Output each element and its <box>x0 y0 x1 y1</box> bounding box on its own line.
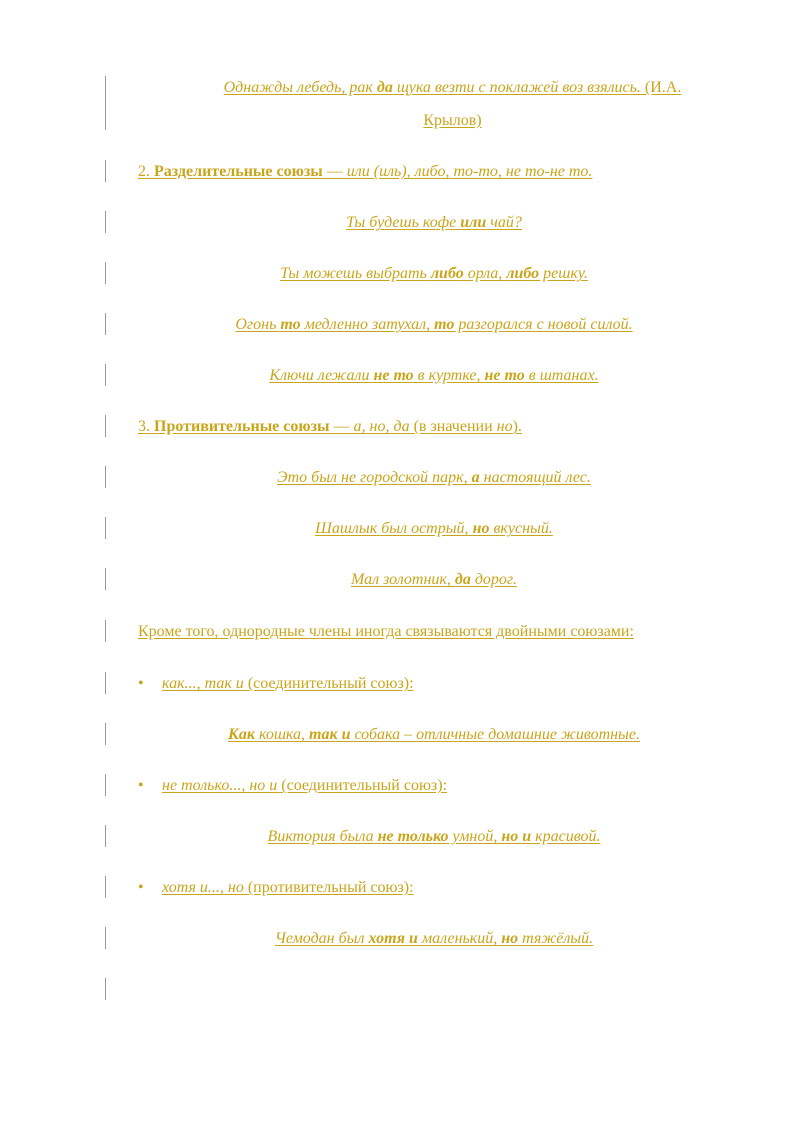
quote-line <box>160 78 745 98</box>
bullet-marker: • <box>138 675 144 692</box>
text-run: ). <box>512 418 522 435</box>
change-bar <box>105 211 106 233</box>
text-run: орла, <box>463 265 507 282</box>
text-run: как..., так и <box>162 675 244 692</box>
change-bar <box>105 517 106 539</box>
text-run: то <box>434 316 455 333</box>
text-run: не только <box>377 828 449 845</box>
text-run: Разделительные союзы <box>154 163 323 180</box>
quote-attribution <box>160 111 745 131</box>
text-run: хотя и <box>368 930 418 947</box>
change-bar <box>105 364 106 386</box>
example-line <box>138 570 730 590</box>
text-run: (соединительный союз): <box>277 777 448 794</box>
bullet-marker: • <box>138 777 144 794</box>
bullet-marker: • <box>138 879 144 896</box>
text-run: а <box>471 469 480 486</box>
text-run: Однажды лебедь, рак <box>223 79 377 96</box>
text-run: так и <box>309 726 351 743</box>
text-run: в штанах. <box>524 367 599 384</box>
list-item <box>138 776 730 796</box>
change-bar <box>105 313 106 335</box>
text-run: Виктория была <box>267 828 378 845</box>
text-run: либо <box>506 265 540 282</box>
text-run: — <box>322 163 347 180</box>
change-bar <box>105 774 106 796</box>
text-run: а, но, да <box>353 418 410 435</box>
paragraph-double-conjunctions <box>138 622 730 642</box>
example-line <box>138 366 730 386</box>
text-run: Это был не городской парк, <box>277 469 472 486</box>
text-run: Ключи лежали <box>269 367 374 384</box>
change-bar <box>105 568 106 590</box>
text-run: Чемодан был <box>274 930 369 947</box>
text-run: разгорался с новой силой. <box>454 316 633 333</box>
change-bar <box>105 927 106 949</box>
text-run: маленький, <box>417 930 502 947</box>
list-item <box>138 674 730 694</box>
example-line <box>138 725 730 745</box>
text-run: Огонь <box>235 316 281 333</box>
text-run: (соединительный союз): <box>243 675 414 692</box>
text-run: в куртке, <box>413 367 485 384</box>
text-run: щука везти с поклажей воз взялись. <box>392 79 641 96</box>
text-run: (И.А. <box>640 79 682 96</box>
text-run: но и <box>501 828 532 845</box>
list-item <box>138 878 730 898</box>
text-run: кошка, <box>254 726 310 743</box>
text-run: не то <box>373 367 414 384</box>
change-bar <box>105 825 106 847</box>
text-run: решку. <box>539 265 588 282</box>
example-line <box>138 315 730 335</box>
text-run: Противительные союзы <box>154 418 330 435</box>
text-run: Крылов) <box>423 112 482 129</box>
change-bar <box>105 160 106 182</box>
text-run: либо <box>430 265 464 282</box>
text-run: красивой. <box>531 828 601 845</box>
text-run: Ты можешь выбрать <box>280 265 431 282</box>
text-run: настоящий лес. <box>479 469 591 486</box>
change-bar <box>105 723 106 745</box>
text-run: Кроме того, однородные члены иногда связываются двойными союзами: <box>138 623 634 640</box>
change-bar <box>105 876 106 898</box>
text-run: не только..., но и <box>162 777 278 794</box>
text-run: тяжёлый. <box>518 930 594 947</box>
text-run: Как <box>228 726 255 743</box>
change-bar <box>105 262 106 284</box>
change-bar <box>105 415 106 437</box>
text-run: медленно затухал, <box>300 316 435 333</box>
change-bar <box>105 672 106 694</box>
text-run: да <box>376 79 393 96</box>
heading-disjunctive-conjunctions <box>138 162 730 182</box>
text-run: не то <box>484 367 525 384</box>
example-line <box>138 213 730 233</box>
text-run: то <box>280 316 301 333</box>
text-run: но <box>496 418 513 435</box>
text-run: (противительный союз): <box>243 879 414 896</box>
change-bar <box>105 466 106 488</box>
text-run: но <box>501 930 519 947</box>
text-run: собака – отличные домашние животные. <box>350 726 640 743</box>
text-run: 2. <box>138 163 154 180</box>
example-line <box>138 468 730 488</box>
change-bar <box>105 76 106 130</box>
text-run: Ты будешь кофе <box>346 214 461 231</box>
example-line <box>138 827 730 847</box>
text-run: Шашлык был острый, <box>315 520 473 537</box>
change-bar <box>105 978 106 1000</box>
text-run: чай? <box>486 214 522 231</box>
example-line <box>138 519 730 539</box>
example-line <box>138 929 730 949</box>
text-run: (в значении <box>409 418 497 435</box>
text-run: умной, <box>448 828 502 845</box>
text-run: — <box>329 418 354 435</box>
text-run: вкусный. <box>489 520 553 537</box>
text-run: или <box>460 214 487 231</box>
text-run: хотя и..., но <box>162 879 244 896</box>
text-run: но <box>472 520 490 537</box>
text-run: или (иль), либо, то-то, не то-не то. <box>346 163 593 180</box>
change-bar <box>105 620 106 642</box>
heading-adversative-conjunctions <box>138 417 730 437</box>
text-run: дорог. <box>470 571 517 588</box>
example-line <box>138 264 730 284</box>
text-run: Мал золотник, <box>351 571 455 588</box>
text-run: да <box>454 571 471 588</box>
text-run: 3. <box>138 418 154 435</box>
